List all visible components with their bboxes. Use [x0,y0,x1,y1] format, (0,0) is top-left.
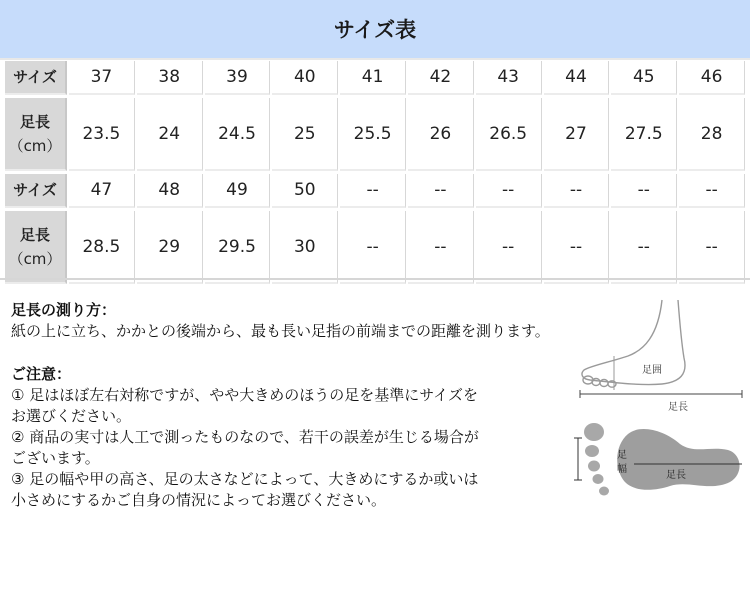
size-chart-title: サイズ表 [0,0,750,60]
foot-length-label: 足長 [19,112,50,131]
length-cell: -- [408,211,474,284]
length-cell: -- [544,211,610,284]
size-cell: -- [408,174,474,208]
length-label-side: 足長 [668,402,688,413]
width-label-line-1: 足 [617,450,627,461]
foot-measurement-illustration [570,296,746,506]
notes-heading: ご注意： [11,365,72,383]
measure-heading: 足長の測り方： [11,301,117,319]
length-cell: -- [611,211,677,284]
length-cell: 28 [679,98,745,171]
length-cell: -- [340,211,406,284]
table-divider [0,278,750,280]
size-cell: -- [611,174,677,208]
size-cell: 38 [137,61,203,95]
length-cell: -- [476,211,542,284]
size-cell: -- [340,174,406,208]
unit-label: （cm） [8,249,62,268]
size-cell: -- [679,174,745,208]
size-header: サイズ [5,174,67,208]
size-cell: 47 [69,174,135,208]
length-cell: 24.5 [205,98,271,171]
length-cell: 29.5 [205,211,271,284]
length-cell: 27.5 [611,98,677,171]
foot-length-header [5,98,67,171]
length-cell: 25.5 [340,98,406,171]
length-label-sole: 足長 [666,470,686,481]
size-cell: 44 [544,61,610,95]
foot-length-header [5,211,67,284]
length-cell: 30 [272,211,338,284]
size-cell: 41 [340,61,406,95]
size-cell: -- [476,174,542,208]
size-cell: 39 [205,61,271,95]
foot-length-label: 足長 [19,225,50,244]
toe-prints-icon [584,423,609,496]
size-cell: 42 [408,61,474,95]
length-cell: 28.5 [69,211,135,284]
measurement-notes [11,300,611,511]
length-cell: 26 [408,98,474,171]
note-3-line-2: 小さめにするかご自身の情況によってお選びください。 [11,491,387,509]
note-2-line-2: ございます。 [11,449,100,467]
note-2-line-1: ② 商品の実寸は人工で測ったものなので、若干の誤差が生じる場合が [11,428,479,446]
size-cell: 45 [611,61,677,95]
length-cell: 27 [544,98,610,171]
girth-label: 足囲 [642,365,662,376]
foot-side-view-icon [582,300,685,387]
size-cell: 46 [679,61,745,95]
size-row-2 [5,174,745,208]
note-1-line-1: ① 足はほぼ左右対称ですが、やや大きめのほうの足を基準にサイズを [11,386,479,404]
length-cell: 23.5 [69,98,135,171]
size-row-1 [5,61,745,95]
length-cell: 26.5 [476,98,542,171]
size-cell: 49 [205,174,271,208]
size-cell: 37 [69,61,135,95]
length-cell: 29 [137,211,203,284]
size-cell: 48 [137,174,203,208]
size-cell: 50 [272,174,338,208]
note-3-line-1: ③ 足の幅や甲の高さ、足の太さなどによって、大きめにするか或いは [11,470,479,488]
size-table [3,58,747,287]
measure-text: 紙の上に立ち、かかとの後端から、最も長い足指の前端までの距離を測ります。 [11,322,550,340]
length-cell: 24 [137,98,203,171]
unit-label: （cm） [8,136,62,155]
length-cell: -- [679,211,745,284]
length-row-2 [5,211,745,284]
size-cell: 40 [272,61,338,95]
length-row-1 [5,98,745,171]
length-cell: 25 [272,98,338,171]
size-cell: -- [544,174,610,208]
note-1-line-2: お選びください。 [11,407,132,425]
size-header: サイズ [5,61,67,95]
size-cell: 43 [476,61,542,95]
width-label-line-2: 幅 [617,464,627,475]
